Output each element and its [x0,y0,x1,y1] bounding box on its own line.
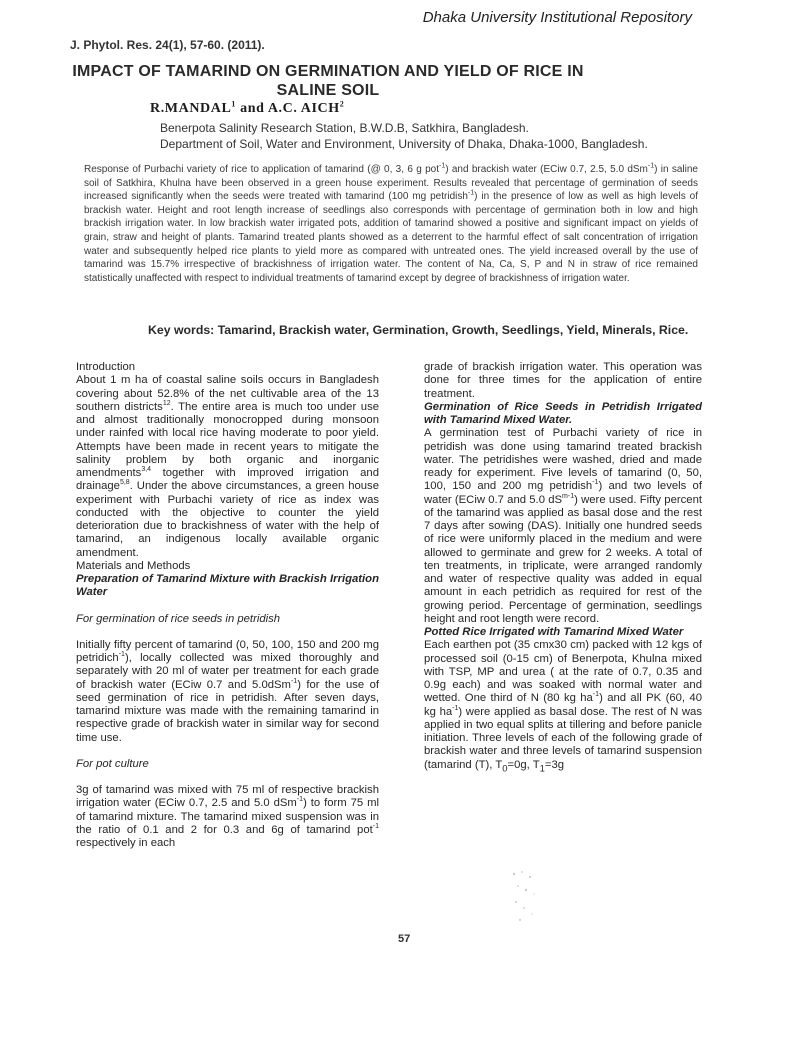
author-1-affiliation-mark: 1 [231,99,237,109]
methods-heading: Materials and Methods [76,559,191,572]
introduction-heading: Introduction [76,361,136,373]
title-line-2: SALINE SOIL [276,82,380,99]
affiliation-1: Benerpota Salinity Research Station, B.W.D.B, Satkhira, Bangladesh. [160,121,529,135]
author-1: R.MANDAL [150,101,232,116]
potted-rice-heading: Potted Rice Irrigated with Tamarind Mixed Water [424,626,684,638]
scan-speckle [510,868,540,928]
introduction-text: About 1 m ha of coastal saline soils occurs in Bangladesh covering about 52.8% of the net cultivable area of the 13 southern districts$^{12}$. The entire area is much too under use and almost traditionally monocropped during monsoon under rainfed with local rice having moderate to poor yield. Attempts have been made in recent years to mitigate the salinity problem by both organic and inorganic amendments$^{3,4}$ together with improved irrigation and drainage$^{5,8}$. Under the above circumstances, a green house experiment with Purbachi variety of rice as index was conducted with the objective to counter the yield deterioration due to brackishness of water with the help of tamarind, an indigenous locally available organic amendment. [76,374,380,559]
article-title [68,62,588,100]
author-join: and [236,101,268,116]
continued-text: grade of brackish irrigation water. This operation was done for three times for the application of entire treatment. [424,361,702,400]
pot-culture-heading: For pot culture [76,757,149,770]
affiliation-2: Department of Soil, Water and Environment, University of Dhaka, Dhaka-1000, Bangladesh. [160,137,648,151]
page-number: 57 [398,933,411,945]
potted-rice-text: Each earthen pot (35 cmx30 cm) packed with 12 kgs of processed soil (0-15 cm) of Benerpota, Khulna mixed with TSP, MP and urea ( at the rate of 0.7, 0.35 and 0.9g each) and was soaked with normal water and wetted. One third of N (80 kg $ha^{-1}$) and all PK (60, 40 kg $ha^{-1}$) were applied as basal dose. The rest of N was applied in two equal splits at tillering and before panicle initiation. Three levels of each of the following grade of brackish water and three levels of tamarind suspension (tamarind (T), $T_0=0g$, $T_1=3g$ [424,639,702,773]
petridish-text: Initially fifty percent of tamarind (0, 50, 100, 150 and 200 mg petridich$^{-1}$), locally collected was mixed thoroughly and separately with 20 ml of water per treatment for each grade of brackish water (ECiw 0.7 and 5.0dSm$^{-1}$) for the use of seed germination of rice in petridish. After seven days, tamarind mixture was made with the remaining tamarind in respective grade of brackish water in similar way for second time use. [76,638,379,744]
right-column [424,361,702,774]
keywords: Key words: Tamarind, Brackish water, Germination, Growth, Seedlings, Yield, Minerals, Rice. [148,323,689,337]
abstract: Response of Purbachi variety of rice to application of tamarind (@ 0, 3, 6 g pot$^{-1}$) and brackish water (ECiw 0.7, 2.5, 5.0 dSm$^{-1}$) in saline soil of Satkhira, Khulna have been observed in a green house experiment. Results revealed that percentage of germination of seeds increased significantly when the seeds were treated with tamarind (100 mg petridish$^{-1}$) in the presence of low as well as high levels of brackish water. Height and root length increase of seedlings also corresponds with percentage of germination both in low and high brackish irrigation water. In low brackish water irrigated pots, addition of tamarind showed a positive and significant impact on yields of grain, straw and height of plants. Tamarind treated plants showed as a deterrent to the harmful effect of salt concentration of irrigation water and subsequently helped rice plants to yield more as compared with untreated ones. The yield increased overall by the use of tamarind was 15.7% irrespective of brackishness of irrigation water. The content of Na, Ca, S, P and N in straw of rice remained statistically unaffected with respect to individual treatments of tamarind except by degree of brackishness of irrigation water. [84,162,698,284]
author-2-affiliation-mark: 2 [339,99,345,109]
author-2: A.C. AICH [267,101,340,116]
authors [150,101,344,117]
germination-heading: Germination of Rice Seeds in Petridish Irrigated with Tamarind Mixed Water. [424,400,702,426]
pot-culture-text: 3g of tamarind was mixed with 75 ml of respective brackish irrigation water (ECiw 0.7, 2.5 and 5.0 dSm$^{-1}$) to form 75 ml of tamarind mixture. The tamarind mixed suspension was in the ratio of 0.1 and 2 for 0.3 and 6g of tamarind pot$^{-1}$ respectively in each [76,784,379,849]
title-line-1: IMPACT OF TAMARIND ON GERMINATION AND YIELD OF RICE IN [72,63,584,80]
petridish-heading: For germination of rice seeds in petridish [76,612,281,625]
journal-reference: J. Phytol. Res. 24(1), 57-60. (2011). [70,38,265,52]
repository-watermark: Dhaka University Institutional Repository [422,9,692,26]
left-column [76,361,379,850]
germination-text: A germination test of Purbachi variety of rice in petridish was done using tamarind treated brackish water. The petridishes were washed, dried and made ready for experiment. Five levels of tamarind (0, 50, 100, 150 and 200 mg petridish$^{-1}$) and two levels of water (ECiw 0.7 and 5.0 $dS^{m-1}$) were used. Fifty percent of the tamarind was applied as basal dose and the rest 7 days after sowing (DAS). Initially one hundred seeds of rice were uniformly placed in the medium and were allowed to germinate and grew for 2 weeks. A total of ten treatments, in triplicate, were arranged randomly and water of respective quality was added in equal amount in each petridich as required for rest of the growing period. Percentage of germination, seedlings height and root length were record. [424,427,702,625]
preparation-heading: Preparation of Tamarind Mixture with Brackish Irrigation Water [76,573,379,599]
